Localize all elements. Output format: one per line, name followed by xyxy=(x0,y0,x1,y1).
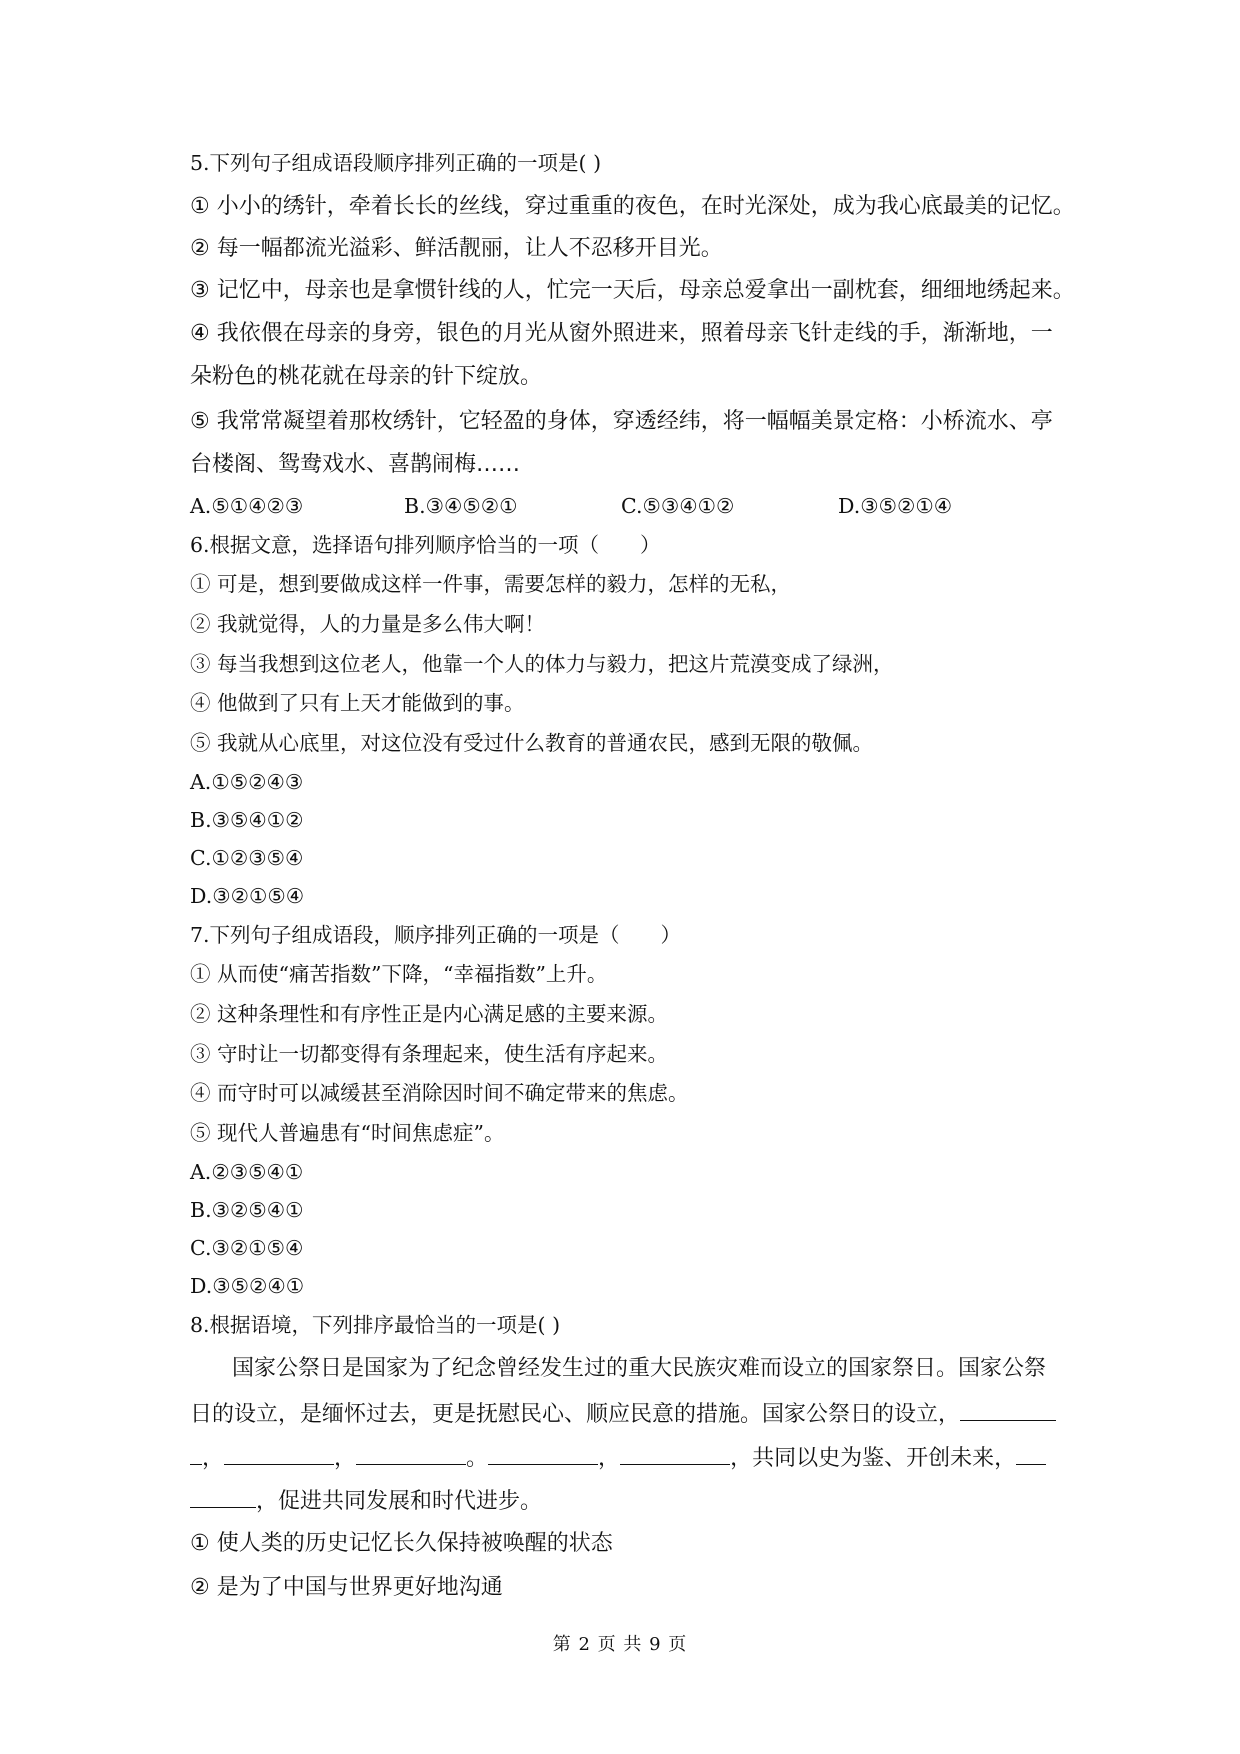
q6-option-d: D.③②①⑤④ xyxy=(190,884,305,908)
q5-sentence-3: ③ 记忆中，母亲也是拿惯针线的人，忙完一天后，母亲总爱拿出一副枕套，细细地绣起来。 xyxy=(190,278,1075,303)
q6-sentence-2: ② 我就觉得，人的力量是多么伟大啊！ xyxy=(190,612,546,636)
q5-sentence-4b: 朵粉色的桃花就在母亲的针下绽放。 xyxy=(190,364,543,389)
q6-stem: 6.根据文意，选择语句排列顺序恰当的一项（ ） xyxy=(190,533,661,557)
answer-blank xyxy=(488,1446,598,1465)
q8-passage-line-4 xyxy=(190,1489,542,1513)
q8-passage-line-1: 国家公祭日是国家为了纪念曾经发生过的重大民族灾难而设立的国家祭日。国家公祭 xyxy=(232,1356,1047,1381)
q8-passage-text-2: 日的设立，是缅怀过去，更是抚慰民心、顺应民意的措施。国家公祭日的设立， xyxy=(190,1402,961,1427)
q7-option-b: B.③②⑤④① xyxy=(190,1198,304,1222)
answer-blank xyxy=(190,1446,202,1465)
q6-sentence-1: ① 可是，想到要做成这样一件事，需要怎样的毅力，怎样的无私， xyxy=(190,572,792,596)
q5-option-d: D.③⑤②①④ xyxy=(838,494,953,518)
answer-blank xyxy=(190,1489,256,1508)
q8-stem: 8.根据语境，下列排序最恰当的一项是( ) xyxy=(190,1313,561,1337)
answer-blank xyxy=(356,1446,466,1465)
answer-blank xyxy=(224,1446,334,1465)
punct: 。 xyxy=(466,1446,489,1471)
punct: ， xyxy=(334,1446,357,1471)
q8-passage-text-3: ，共同以史为鉴、开创未来， xyxy=(730,1446,1017,1471)
q7-option-a: A.②③⑤④① xyxy=(190,1160,304,1184)
answer-blank xyxy=(1016,1446,1046,1465)
q6-sentence-5: ⑤ 我就从心底里，对这位没有受过什么教育的普通农民，感到无限的敬佩。 xyxy=(190,731,874,755)
q5-sentence-4a: ④ 我依偎在母亲的身旁，银色的月光从窗外照进来，照着母亲飞针走线的手，渐渐地，一 xyxy=(190,321,1053,346)
q6-sentence-4: ④ 他做到了只有上天才能做到的事。 xyxy=(190,691,525,715)
q5-stem: 5.下列句子组成语段顺序排列正确的一项是( ) xyxy=(190,151,602,175)
q5-sentence-5b: 台楼阁、鸳鸯戏水、喜鹊闹梅…… xyxy=(190,452,521,477)
q7-sentence-1: ① 从而使“痛苦指数”下降，“幸福指数”上升。 xyxy=(190,962,608,986)
q5-sentence-5a: ⑤ 我常常凝望着那枚绣针，它轻盈的身体，穿透经纬，将一幅幅美景定格：小桥流水、亭 xyxy=(190,409,1053,434)
q5-option-b: B.③④⑤②① xyxy=(404,494,518,518)
punct: ， xyxy=(598,1446,621,1471)
q8-sentence-2: ② 是为了中国与世界更好地沟通 xyxy=(190,1575,503,1600)
q8-sentence-1: ① 使人类的历史记忆长久保持被唤醒的状态 xyxy=(190,1531,613,1556)
answer-blank xyxy=(960,1402,1056,1421)
q7-sentence-2: ② 这种条理性和有序性正是内心满足感的主要来源。 xyxy=(190,1002,669,1026)
q8-passage-line-3 xyxy=(190,1446,1046,1470)
q7-option-d: D.③⑤②④① xyxy=(190,1274,305,1298)
q7-stem: 7.下列句子组成语段，顺序排列正确的一项是（ ） xyxy=(190,923,682,947)
q7-sentence-5: ⑤ 现代人普遍患有“时间焦虑症”。 xyxy=(190,1121,505,1145)
q6-option-a: A.①⑤②④③ xyxy=(190,770,304,794)
q5-sentence-1: ① 小小的绣针，牵着长长的丝线，穿过重重的夜色，在时光深处，成为我心底最美的记忆。 xyxy=(190,194,1075,219)
q7-sentence-3: ③ 守时让一切都变得有条理起来，使生活有序起来。 xyxy=(190,1042,669,1066)
q8-passage-line-2 xyxy=(190,1402,1056,1426)
q5-sentence-2: ② 每一幅都流光溢彩、鲜活靓丽，让人不忍移开目光。 xyxy=(190,236,723,261)
q6-option-c: C.①②③⑤④ xyxy=(190,846,304,870)
page-footer: 第 2 页 共 9 页 xyxy=(552,1634,688,1655)
q6-option-b: B.③⑤④①② xyxy=(190,808,304,832)
q5-option-a: A.⑤①④②③ xyxy=(190,494,304,518)
punct: ， xyxy=(202,1446,225,1471)
q7-option-c: C.③②①⑤④ xyxy=(190,1236,304,1260)
q6-sentence-3: ③ 每当我想到这位老人，他靠一个人的体力与毅力，把这片荒漠变成了绿洲， xyxy=(190,652,894,676)
answer-blank xyxy=(620,1446,730,1465)
q7-sentence-4: ④ 而守时可以减缓甚至消除因时间不确定带来的焦虑。 xyxy=(190,1081,689,1105)
q5-option-c: C.⑤③④①② xyxy=(621,494,735,518)
q8-passage-text-4: ，促进共同发展和时代进步。 xyxy=(256,1489,543,1514)
